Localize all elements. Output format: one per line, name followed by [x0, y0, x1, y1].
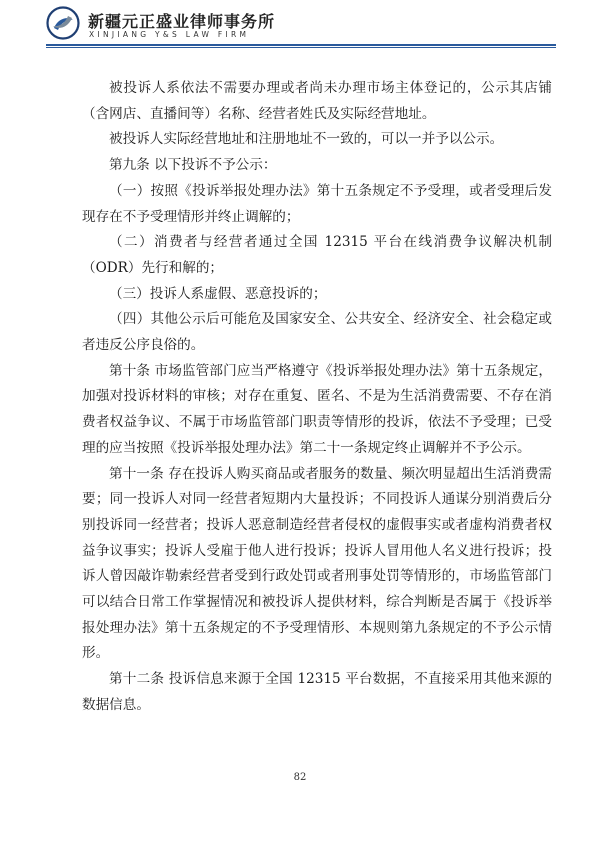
header-rule: [46, 44, 556, 46]
paragraph: （二）消费者与经营者通过全国 12315 平台在线消费争议解决机制（ODR）先行和解的；: [82, 234, 552, 276]
paragraph: 被投诉人实际经营地址和注册地址不一致的，可以一并予以公示。: [109, 131, 504, 148]
firm-name-en: XINJIANG Y&S LAW FIRM: [89, 30, 250, 39]
header-rule-thin: [46, 47, 556, 48]
firm-name-cn: 新疆元正盛业律师事务所: [88, 12, 276, 31]
page-header: [46, 4, 556, 44]
paragraph: （一）按照《投诉举报处理办法》第十五条规定不予受理，或者受理后发现存在不予受理情形并终止调解的；: [82, 182, 552, 225]
paragraph: （三）投诉人系虚假、恶意投诉的；: [109, 285, 327, 302]
paragraph: 第十条 市场监管部门应当严格遵守《投诉举报处理办法》第十五条规定，加强对投诉材料的审核；对存在重复、匿名、不是为生活消费需要、不存在消费者权益争议、不属于市场监管部门职责等情形的投诉，依法不予受理；已受理的应当按照《投诉举报处理办法》第二十一条规定终止调解并不予公示。: [82, 362, 552, 456]
page-number: 82: [293, 772, 307, 783]
paragraph: 第十一条 存在投诉人购买商品或者服务的数量、频次明显超出生活消费需要；同一投诉人对同一经营者短期内大量投诉；不同投诉人通谋分别消费后分别投诉同一经营者；投诉人恶意制造经营者侵权的虚假事实或者虚构消费者权益争议事实；投诉人受雇于他人进行投诉；投诉人冒用他人名义进行投诉；投诉人曾因敲诈勒索经营者受到行政处罚或者刑事处罚等情形的，市场监管部门可以结合日常工作掌握情况和被投诉人提供材料，综合判断是否属于《投诉举报处理办法》第十五条规定的不予受理情形、本规则第九条规定的不予公示情形。: [82, 465, 552, 662]
paragraph: 第九条 以下投诉不予公示：: [109, 157, 277, 174]
document-body: [82, 76, 552, 719]
paragraph: （四）其他公示后可能危及国家安全、公共安全、经济安全、社会稳定或者违反公序良俗的。: [82, 311, 552, 354]
firm-logo-icon: [46, 6, 80, 40]
paragraph: 被投诉人系依法不需要办理或者尚未办理市场主体登记的，公示其店铺（含网店、直播间等）名称、经营者姓氏及实际经营地址。: [82, 80, 552, 122]
paragraph: 第十二条 投诉信息来源于全国 12315 平台数据，不直接采用其他来源的数据信息。: [82, 671, 552, 713]
